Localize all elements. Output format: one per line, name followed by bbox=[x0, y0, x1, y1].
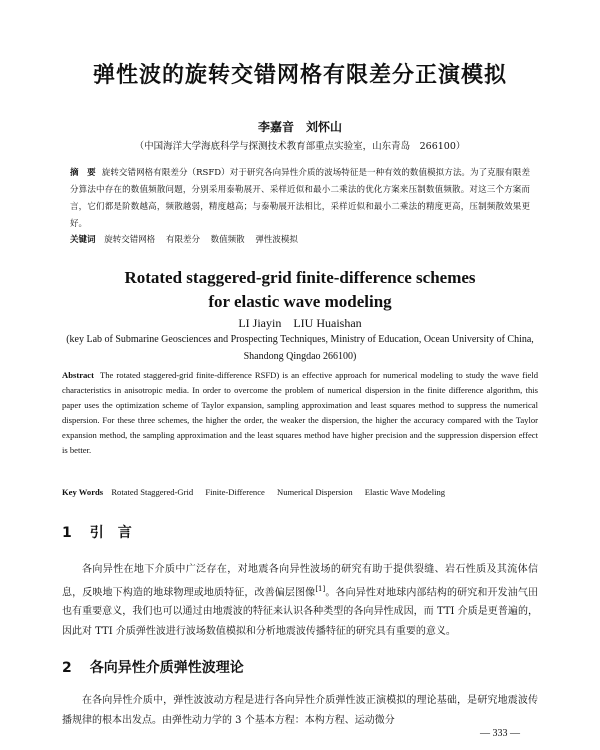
affiliation-english: (key Lab of Submarine Geosciences and Prospecting Techniques, Ministry of Education, Ocean University of China, Shandong Qingdao 266100) bbox=[66, 334, 534, 362]
section-1-text-part2: 。各向异性对地球内部结构的研究和开发油气田也有重要意义，我们也可以通过由地震波的特征来认识各种类型的各向异性成因，而 TTI 介质是更普遍的，因此对 TTI 介质弹性波进行波场数值模拟和分析地震波传播特征的研究具有重要的意义。 bbox=[62, 586, 539, 637]
keyword-english-item: Elastic Wave Modeling bbox=[364, 487, 446, 497]
title-english-line1: Rotated staggered-grid finite-difference schemes bbox=[124, 268, 476, 287]
keyword-chinese-item: 有限差分 bbox=[165, 235, 200, 245]
section-1-paragraph bbox=[62, 560, 538, 641]
abstract-chinese bbox=[70, 165, 530, 233]
keywords-english-label: Key Words bbox=[62, 487, 104, 497]
keywords-chinese-label: 关键词 bbox=[70, 235, 96, 245]
keyword-english-item: Rotated Staggered-Grid bbox=[111, 487, 194, 497]
keywords-english bbox=[62, 487, 538, 497]
authors-english: LI Jiayin LIU Huaishan bbox=[238, 316, 362, 330]
keyword-chinese-item: 弹性波模拟 bbox=[255, 235, 298, 245]
page-number: — 333 — bbox=[480, 728, 520, 739]
keyword-english-item: Finite-Difference bbox=[205, 487, 265, 497]
keyword-chinese-item: 旋转交错网格 bbox=[104, 235, 156, 245]
section-2-paragraph: 在各向异性介质中，弹性波波动方程是进行各向异性介质弹性波正演模拟的理论基础，是研究地震波传播规律的根本出发点。由弹性动力学的 3 个基本方程：本构方程、运动微分 bbox=[62, 695, 538, 726]
section-1-title: 引 言 bbox=[89, 525, 132, 541]
citation-1: [1] bbox=[315, 584, 326, 593]
title-english bbox=[0, 266, 600, 314]
abstract-english-text: The rotated staggered-grid finite-difference RSFD) is an effective approach for numerical modeling to study the wave field characteristics in anisotropic media. In order to overcome the problem of numerical dispersion in the finite difference algorithm, this paper uses the optimization scheme of Taylor expansion, sampling approximation and least squares method to suppress the numerical dispersion. For these three schemes, the higher the order, the weaker the dispersion, the higher the accuracy compared with the Taylor expansion method, the sampling approximation and the least squares method have higher precision and the suppression dispersion effect is better. bbox=[62, 370, 538, 455]
section-1-text-part1: 各向异性在地下介质中广泛存在，对地震各向异性波场的研究有助于提供裂缝、岩石性质及其流体信息，反映地下构造的地球物理或地质特征，改善偏层图像 bbox=[62, 564, 538, 598]
authors-chinese: 李嘉音 刘怀山 bbox=[257, 120, 342, 134]
keyword-english-item: Numerical Dispersion bbox=[276, 487, 353, 497]
section-1-number: 1 bbox=[62, 525, 72, 541]
abstract-chinese-text: 旋转交错网格有限差分（RSFD）对于研究各向异性介质的波场特征是一种有效的数值模拟方法。为了克服有限差分算法中存在的数值频散问题，分别采用泰勒展开、采样近似和最小二乘法的优化方案来压制数值频散。对这三个方案而言，它们都是阶数越高，频散越弱，精度越高；与泰勒展开法相比，采样近似和最小二乘法的精度更高，压制频散效果更好。 bbox=[70, 168, 530, 229]
section-2-number: 2 bbox=[62, 660, 72, 676]
keyword-chinese-item: 数值频散 bbox=[210, 235, 245, 245]
title-english-line2: for elastic wave modeling bbox=[208, 292, 392, 311]
abstract-english bbox=[62, 368, 538, 458]
section-2-title: 各向异性介质弹性波理论 bbox=[89, 660, 244, 676]
abstract-english-label: Abstract bbox=[62, 370, 94, 380]
title-chinese: 弹性波的旋转交错网格有限差分正演模拟 bbox=[92, 63, 507, 88]
abstract-chinese-label: 摘 要 bbox=[70, 168, 96, 178]
affiliation-chinese: （中国海洋大学海底科学与探测技术教育部重点实验室，山东青岛 266100） bbox=[134, 141, 466, 152]
section-1-heading bbox=[62, 522, 132, 542]
keywords-chinese bbox=[70, 233, 530, 245]
section-2-heading bbox=[62, 657, 244, 677]
